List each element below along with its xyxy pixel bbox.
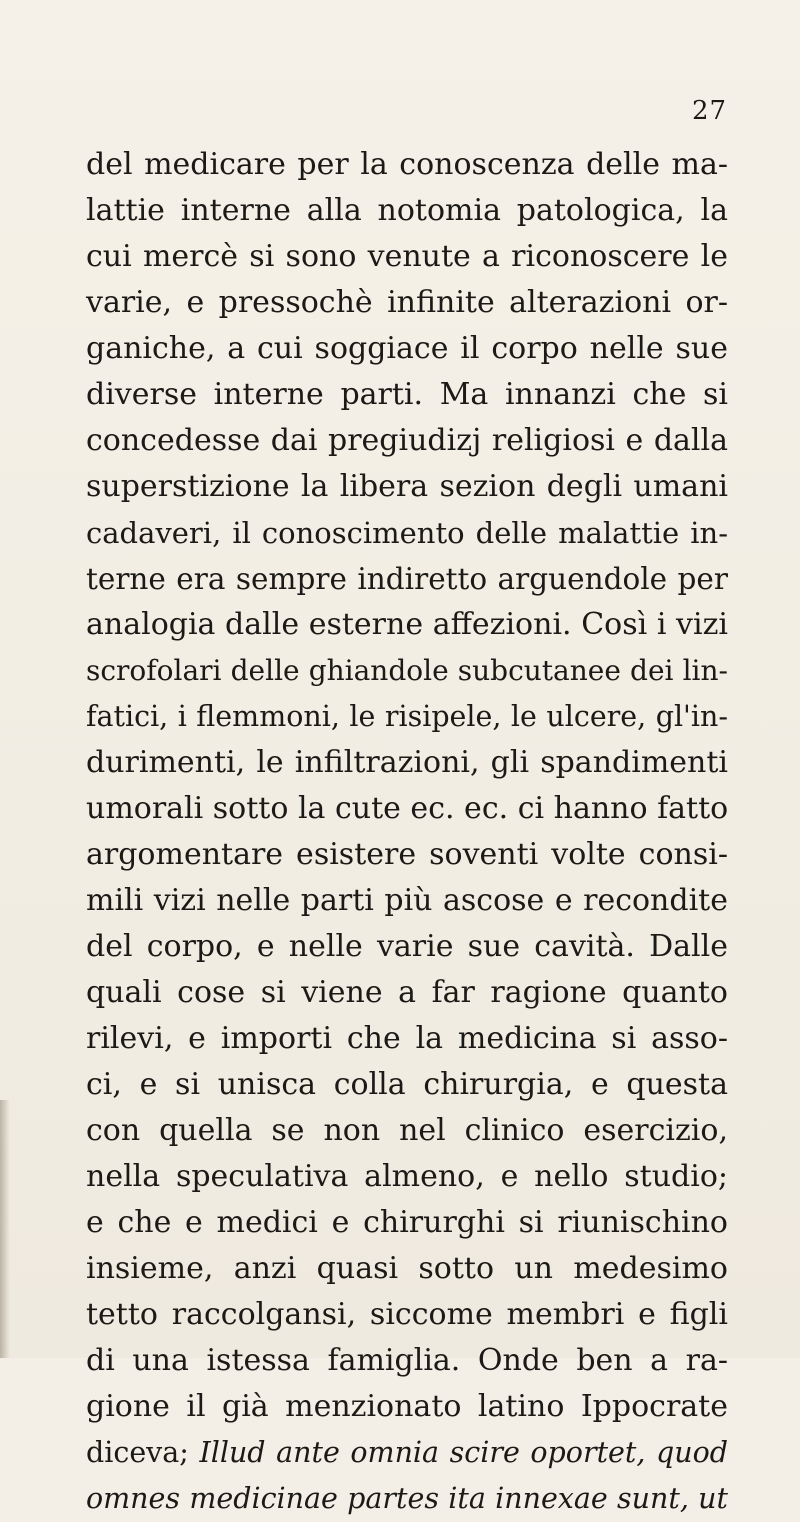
text-line: lattie interne alla notomia patologica, la	[86, 193, 728, 228]
text-line: terne era sempre indiretto arguendole per	[86, 562, 728, 596]
text-line: diverse interne parti. Ma innanzi che si	[86, 377, 728, 412]
text-line: insieme, anzi quasi sotto un medesimo	[86, 1251, 728, 1286]
text-line: analogia dalle esterne affezioni. Così i vizi	[86, 607, 728, 642]
text-line: fatici, i flemmoni, le risipele, le ulcere, gl'in-	[86, 700, 728, 733]
text-line: cui mercè si sono venute a riconoscere le	[86, 239, 728, 274]
text-line: quali cose si viene a far ragione quanto	[86, 975, 728, 1010]
latin-quote-line: omnes medicinae partes ita innexae sunt, ut	[86, 1482, 728, 1515]
text-line: durimenti, le infiltrazioni, gli spandimenti	[86, 745, 728, 780]
text-line: gione il già menzionato latino Ippocrate	[86, 1389, 728, 1424]
latin-quote: Illud ante omnia scire oportet, quod	[199, 1436, 728, 1469]
text-roman: diceva;	[86, 1436, 200, 1469]
text-line: concedesse dai pregiudizj religiosi e dalla	[86, 423, 728, 458]
text-line: superstizione la libera sezion degli umani	[86, 469, 728, 504]
text-line: scrofolari delle ghiandole subcutanee dei lin-	[86, 654, 728, 687]
text-line: con quella se non nel clinico esercizio,	[86, 1113, 728, 1148]
text-line: ci, e si unisca colla chirurgia, e questa	[86, 1067, 728, 1102]
body-text	[86, 142, 728, 1522]
text-line: varie, e pressochè infinite alterazioni or-	[86, 285, 728, 320]
text-line: di una istessa famiglia. Onde ben a ra-	[86, 1343, 728, 1378]
text-line: tetto raccolgansi, siccome membri e figli	[86, 1297, 728, 1332]
text-line-mixed	[86, 1430, 728, 1476]
text-line: ganiche, a cui soggiace il corpo nelle sue	[86, 331, 728, 366]
text-line: del medicare per la conoscenza delle ma-	[86, 147, 728, 182]
text-line: cadaveri, il conoscimento delle malattie in-	[86, 516, 728, 550]
page-edge-shadow	[0, 1100, 10, 1358]
page-number: 27	[692, 96, 728, 126]
text-line: mili vizi nelle parti più ascose e recondite	[86, 883, 728, 918]
text-line: nella speculativa almeno, e nello studio;	[86, 1159, 728, 1194]
text-line: umorali sotto la cute ec. ec. ci hanno fatto	[86, 791, 729, 826]
text-line: del corpo, e nelle varie sue cavità. Dalle	[86, 929, 728, 964]
text-line: rilevi, e importi che la medicina si asso-	[86, 1021, 728, 1056]
text-line: e che e medici e chirurghi si riunischino	[86, 1205, 728, 1240]
text-line: argomentare esistere soventi volte consi-	[86, 837, 728, 872]
